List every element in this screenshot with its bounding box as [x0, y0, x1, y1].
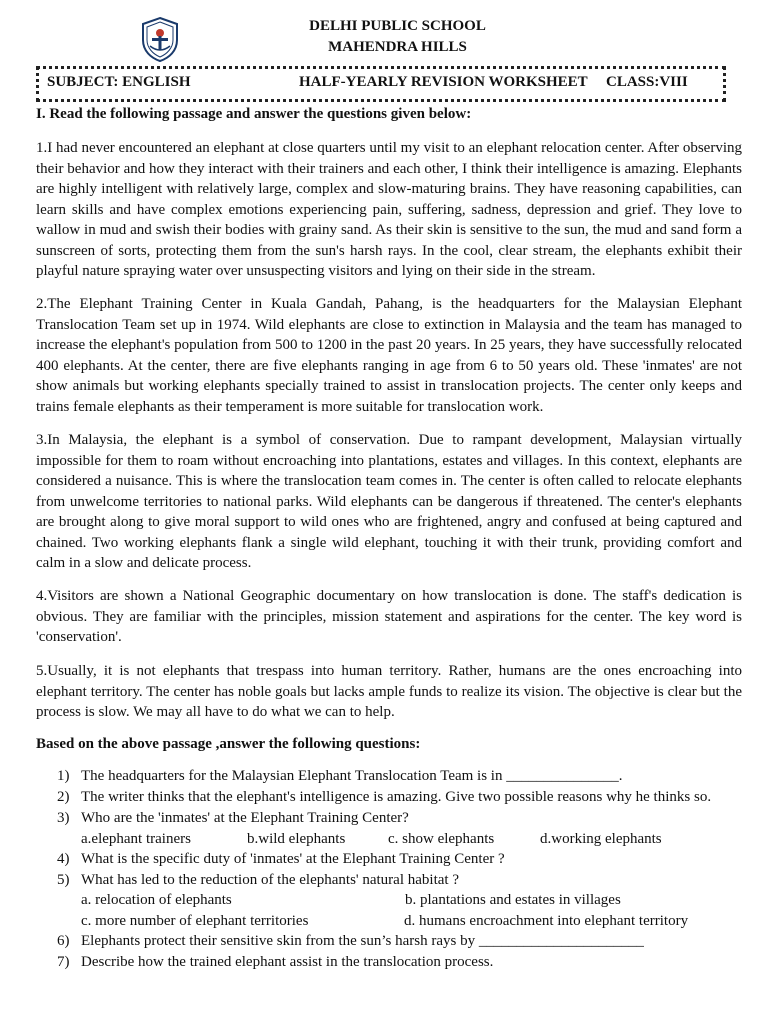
passage-paragraph: 4.Visitors are shown a National Geographic documentary on how translocation is done. The staff's dedication is obvious. They are familiar with the principles, mission statement and aspirations for the center. The key word is 'conservation'.: [36, 588, 742, 645]
school-branch: MAHENDRA HILLS: [328, 39, 467, 55]
question-number: 3): [57, 810, 70, 826]
question-number: 5): [57, 872, 70, 888]
option-a: a.elephant trainers: [81, 831, 191, 847]
option-a: a. relocation of elephants: [81, 892, 232, 908]
class-label: CLASS:VIII: [606, 74, 688, 90]
question-text: Who are the 'inmates' at the Elephant Training Center?: [81, 810, 409, 826]
option-d: d. humans encroachment into elephant territory: [404, 913, 689, 929]
question-text: Describe how the trained elephant assist in the translocation process.: [81, 954, 494, 970]
option-d: d.working elephants: [540, 831, 662, 847]
option-b: b. plantations and estates in villages: [405, 892, 621, 908]
option-c: c. more number of elephant territories: [81, 913, 309, 929]
question-number: 1): [57, 768, 70, 784]
question-text: The headquarters for the Malaysian Elephant Translocation Team is in _______________.: [81, 768, 623, 784]
worksheet-title: HALF-YEARLY REVISION WORKSHEET: [299, 74, 588, 90]
question-text: The writer thinks that the elephant's intelligence is amazing. Give two possible reasons why he thinks so.: [81, 789, 712, 805]
question-number: 6): [57, 933, 70, 949]
subject-label: SUBJECT: ENGLISH: [47, 74, 191, 90]
question-text: What has led to the reduction of the elephants' natural habitat ?: [81, 872, 459, 888]
section-title: I. Read the following passage and answer the questions given below:: [36, 106, 472, 122]
passage-paragraph: 2.The Elephant Training Center in Kuala Gandah, Pahang, is the headquarters for the Malaysian Elephant Translocation Team set up in 1974. Wild elephants are close to extinction in Malaysia and the team has managed to increase the elephant's population from 500 to 1200 in the past 20 years. In 25 years, they have successfully relocated 400 elephants. At the center, there are five elephants ranging in age from 6 to 50 years old. These 'inmates' are not show animals but working elephants specially trained to assist in translocation projects. The center only keeps and trains female elephants as their temperament is more suitable for translocation work.: [36, 296, 742, 415]
school-name: DELHI PUBLIC SCHOOL: [309, 18, 486, 34]
option-c: c. show elephants: [388, 831, 495, 847]
question-text: Elephants protect their sensitive skin from the sun’s harsh rays by ______________________: [81, 933, 644, 949]
question-number: 7): [57, 954, 70, 970]
question-number: 4): [57, 851, 70, 867]
questions-heading: Based on the above passage ,answer the following questions:: [36, 736, 421, 752]
option-b: b.wild elephants: [247, 831, 346, 847]
worksheet-info-bar: [36, 66, 726, 102]
question-text: What is the specific duty of 'inmates' at the Elephant Training Center ?: [81, 851, 505, 867]
passage-paragraph: 1.I had never encountered an elephant at close quarters until my visit to an elephant relocation center. After observing their behavior and how they interact with their trainers and each other, I think their intelligence is amazing. Elephants are highly intelligent with relatively large, complex and slow-maturing brains. They have reasoning capabilities, can learn skills and have complex emotions experiencing pain, suffering, sadness, depression and grief. They love to wallow in mud and swish their bodies with grainy sand. As their skin is sensitive to the sun, the mud and sand form a sunscreen of sorts, protecting them from the sun's harsh rays. In the cool, clear stream, the elephants exhibit their playful nature spraying water over unsuspecting visitors and lying on their side in the stream.: [36, 140, 742, 279]
passage-paragraph: 3.In Malaysia, the elephant is a symbol of conservation. Due to rampant development, Malaysian virtually impossible for them to roam without encroaching into plantations, estates and villages. In this context, elephants are considered a nuisance. This is where the translocation team comes in. The center is often called to relocate elephants from unwelcome territories to national parks. Wild elephants can be dangerous if threatened. The center's elephants are brought along to give moral support to wild ones who are frightened, angry and confused at being captured and chained. Two working elephants flank a single wild elephant, touching it with their trunk, providing comfort and calm in a slow and delicate process.: [36, 432, 742, 571]
passage-paragraph: 5.Usually, it is not elephants that trespass into human territory. Rather, humans are the ones encroaching into elephant territory. The center has noble goals but lacks ample funds to realize its vision. The objective is clear but the process is slow. We may all have to do what we can to help.: [36, 663, 742, 720]
question-number: 2): [57, 789, 70, 805]
